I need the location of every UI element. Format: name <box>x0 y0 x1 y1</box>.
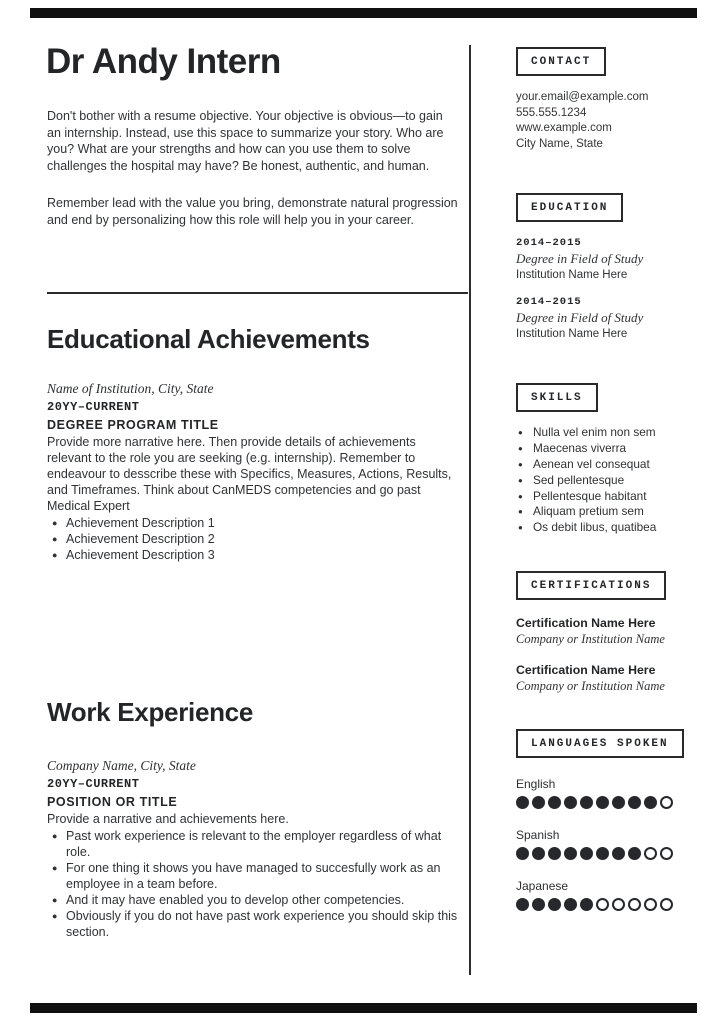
filled-dot-icon <box>548 796 561 809</box>
sidebar-education-institution: Institution Name Here <box>516 269 628 282</box>
column-divider <box>469 45 471 975</box>
empty-dot-icon <box>660 847 673 860</box>
position-title: POSITION OR TITLE <box>47 795 178 809</box>
work-dates: 20YY–CURRENT <box>47 777 140 791</box>
sidebar-education-entry <box>516 296 702 340</box>
list-item: ● Achievement Description 3 <box>52 548 215 562</box>
list-item: ● Maecenas viverra <box>518 441 627 456</box>
filled-dot-icon <box>532 898 545 911</box>
filled-dot-icon <box>612 847 625 860</box>
sidebar <box>516 47 702 911</box>
contact-location: City Name, State <box>516 137 603 150</box>
empty-dot-icon <box>644 847 657 860</box>
certification-entry <box>516 663 702 694</box>
list-item: ● Aliquam pretium sem <box>518 504 644 519</box>
skills-list <box>516 425 702 536</box>
empty-dot-icon <box>628 898 641 911</box>
work-list <box>47 828 461 940</box>
list-item: ● Achievement Description 1 <box>52 516 215 530</box>
sidebar-education-degree: Degree in Field of Study <box>516 310 644 326</box>
filled-dot-icon <box>580 847 593 860</box>
filled-dot-icon <box>628 847 641 860</box>
institution-line: Name of Institution, City, State <box>47 381 214 396</box>
work-experience-title: Work Experience <box>47 697 254 727</box>
list-item: ● Past work experience is relevant to the employer regardless of what role. <box>52 829 442 859</box>
certification-name: Certification Name Here <box>516 615 656 630</box>
language-rating-dots <box>516 847 702 860</box>
certifications-box-label: CERTIFICATIONS <box>516 571 666 600</box>
language-name: Spanish <box>516 827 560 842</box>
bullet-icon: ● <box>52 831 58 841</box>
company-line: Company Name, City, State <box>47 758 196 773</box>
empty-dot-icon <box>596 898 609 911</box>
bullet-icon: ● <box>52 895 58 905</box>
certification-entry <box>516 616 702 647</box>
filled-dot-icon <box>548 898 561 911</box>
language-name: Japanese <box>516 878 569 893</box>
language-name: English <box>516 776 556 791</box>
contact-phone: 555.555.1234 <box>516 106 587 119</box>
candidate-name: Dr Andy Intern <box>46 42 281 81</box>
filled-dot-icon <box>516 898 529 911</box>
list-item: ● And it may have enabled you to develop other competencies. <box>52 893 405 907</box>
bullet-icon: ● <box>518 523 523 533</box>
filled-dot-icon <box>580 796 593 809</box>
educational-achievements-section <box>47 324 461 563</box>
language-rating-dots <box>516 898 702 911</box>
filled-dot-icon <box>596 796 609 809</box>
bullet-icon: ● <box>52 534 58 544</box>
list-item: ● Sed pellentesque <box>518 472 625 487</box>
achievement-list <box>47 515 461 563</box>
sidebar-education-dates: 2014–2015 <box>516 296 582 309</box>
contact-box-label: CONTACT <box>516 47 606 76</box>
sidebar-education-institution: Institution Name Here <box>516 328 628 341</box>
filled-dot-icon <box>564 847 577 860</box>
list-item: ● Achievement Description 2 <box>52 532 215 546</box>
educational-achievements-title: Educational Achievements <box>47 324 370 354</box>
work-experience-section <box>47 697 461 940</box>
empty-dot-icon <box>660 796 673 809</box>
languages-box-label: LANGUAGES SPOKEN <box>516 729 684 758</box>
bullet-icon: ● <box>52 518 58 528</box>
language-entry <box>516 777 702 809</box>
certification-company: Company or Institution Name <box>516 631 665 646</box>
list-item: ● Obviously if you do not have past work experience you should skip this section. <box>52 909 458 939</box>
bottom-accent-bar <box>30 1003 697 1013</box>
list-item: ● Nulla vel enim non sem <box>518 425 656 440</box>
filled-dot-icon <box>596 847 609 860</box>
empty-dot-icon <box>660 898 673 911</box>
sidebar-education-entry <box>516 237 702 281</box>
language-rating-dots <box>516 796 702 809</box>
certification-company: Company or Institution Name <box>516 678 665 693</box>
filled-dot-icon <box>516 796 529 809</box>
bullet-icon: ● <box>518 444 523 454</box>
bullet-icon: ● <box>52 863 58 873</box>
filled-dot-icon <box>532 796 545 809</box>
empty-dot-icon <box>644 898 657 911</box>
sidebar-education-degree: Degree in Field of Study <box>516 251 644 267</box>
bullet-icon: ● <box>518 428 523 438</box>
sidebar-education-dates: 2014–2015 <box>516 237 582 250</box>
work-narrative: Provide a narrative and achievements here. <box>47 812 289 826</box>
contact-website: www.example.com <box>516 122 612 135</box>
contact-details <box>516 90 702 152</box>
bullet-icon: ● <box>52 911 58 921</box>
list-item: ● For one thing it shows you have managed to succesfully work as an employee in a team before. <box>52 861 441 891</box>
filled-dot-icon <box>580 898 593 911</box>
education-dates: 20YY–CURRENT <box>47 400 140 414</box>
top-accent-bar <box>30 8 697 18</box>
filled-dot-icon <box>548 847 561 860</box>
summary-paragraph-2: Remember lead with the value you bring, demonstrate natural progression and end by personalizing how this role will help you in your career. <box>47 196 458 227</box>
empty-dot-icon <box>612 898 625 911</box>
filled-dot-icon <box>516 847 529 860</box>
summary-paragraph-1: Don't bother with a resume objective. Your objective is obvious—to gain an internship. Instead, use this space to summarize your story. Who are you? What are your strengths and how can you use them to solve challenges the hospital may have? Be honest, authentic, and human. <box>47 109 444 173</box>
filled-dot-icon <box>564 796 577 809</box>
bullet-icon: ● <box>518 507 523 517</box>
education-narrative: Provide more narrative here. Then provide details of achievements relevant to the role you are seeking (e.g. internship). Remember to endeavour to desscribe these with Specifics, Measures, Actions, Results, and Timeframes. Think about CanMEDS competencies and go past Medical Expert <box>47 435 452 513</box>
list-item: ● Os debit libus, quatibea <box>518 520 657 535</box>
bullet-icon: ● <box>518 459 523 469</box>
bullet-icon: ● <box>52 550 58 560</box>
education-box-label: EDUCATION <box>516 193 623 222</box>
filled-dot-icon <box>612 796 625 809</box>
language-entry <box>516 828 702 860</box>
filled-dot-icon <box>532 847 545 860</box>
certification-name: Certification Name Here <box>516 662 656 677</box>
bullet-icon: ● <box>518 491 523 501</box>
section-rule <box>47 292 468 294</box>
degree-program-title: DEGREE PROGRAM TITLE <box>47 418 219 432</box>
list-item: ● Pellentesque habitant <box>518 488 647 503</box>
list-item: ● Aenean vel consequat <box>518 456 650 471</box>
bullet-icon: ● <box>518 475 523 485</box>
filled-dot-icon <box>628 796 641 809</box>
filled-dot-icon <box>564 898 577 911</box>
skills-box-label: SKILLS <box>516 383 598 412</box>
contact-email: your.email@example.com <box>516 91 649 103</box>
summary-block <box>47 108 459 249</box>
filled-dot-icon <box>644 796 657 809</box>
language-entry <box>516 879 702 911</box>
